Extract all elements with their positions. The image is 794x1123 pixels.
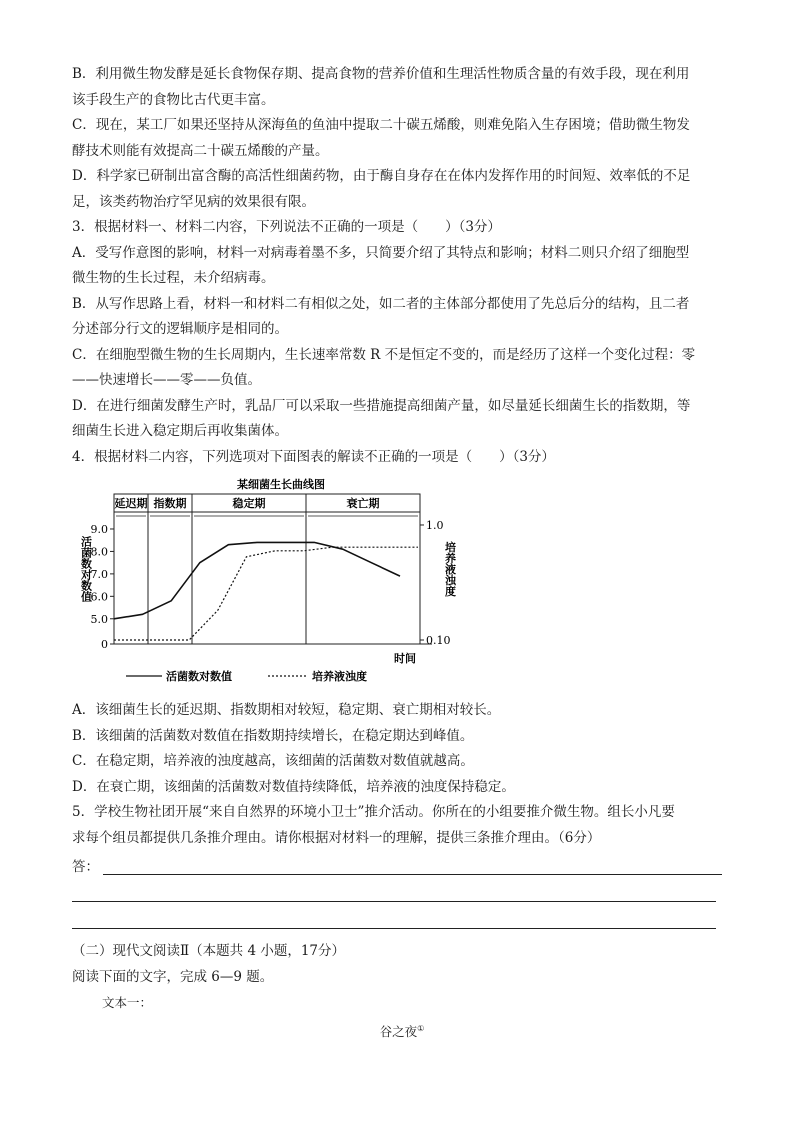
option-b-line-2: 该手段生产的食物比古代更丰富。: [72, 91, 275, 108]
q5-line-2: 求每个组员都提供几条推介理由。请你根据对材料一的理解，提供三条推介理由。（6分）: [72, 829, 601, 846]
q3-option-b-line-2: 分述部分行文的逻辑顺序是相同的。: [72, 321, 288, 337]
q3-option-a-line-1: A．受写作意图的影响，材料一对病毒着墨不多，只简要介绍了其特点和影响；材料二则只介绍了细胞型: [72, 244, 690, 261]
y2-tick-label: 1.0: [426, 518, 444, 532]
tick-layer: [91, 519, 451, 651]
question-4: [72, 445, 722, 801]
exam-page: [72, 62, 722, 1044]
phase-label: 指数期: [153, 497, 187, 510]
series-layer: [114, 542, 418, 640]
answer-line-1[interactable]: [103, 856, 722, 875]
q4-option-c: C．在稳定期，培养液的浊度越高，该细菌的活菌数对数值就越高。: [72, 753, 474, 769]
question-3: [72, 215, 722, 445]
y2-tick-label: 0.10: [426, 634, 451, 647]
legend-layer: [126, 669, 367, 683]
legend-label-viable: 活菌数对数值: [166, 670, 232, 683]
story-title: [72, 1016, 722, 1045]
q3-option-b-line-1: B．从写作思路上看，材料一和材料二有相似之处，如二者的主体部分都使用了先总后分的结构，且二者: [72, 295, 690, 312]
section-2: [72, 939, 722, 1044]
q3-option-c-line-1: C．在细胞型微生物的生长周期内，生长速率常数 R 不是恒定不变的，而是经历了这样一个变化过程：零: [72, 346, 696, 363]
q4-stem: 4．根据材料二内容，下列选项对下面图表的解读不正确的一项是（ ）（3分）: [72, 448, 555, 465]
story-title-text: 谷之夜: [379, 1023, 418, 1039]
q3-option-d-line-1: D．在进行细菌发酵生产时，乳品厂可以采取一些措施提高细菌产量，如尽量延长细菌生长的指数期，等: [72, 397, 691, 414]
answer-line-3[interactable]: [72, 902, 716, 929]
option-d-line-1: D．科学家已研制出富含酶的高活性细菌药物，由于酶自身存在在体内发挥作用的时间短、效率低的不足: [72, 168, 691, 184]
q2-options: [72, 62, 722, 215]
q3-option-d-line-2: 细菌生长进入稳定期后再收集菌体。: [72, 423, 288, 439]
q3-stem: 3．根据材料一、材料二内容，下列说法不正确的一项是（ ）（3分）: [72, 219, 501, 235]
q4-option-a: A．该细菌生长的延迟期、指数期相对较短，稳定期、衰亡期相对较长。: [72, 702, 501, 718]
option-c-line-2: 酵技术则能有效提高二十碳五烯酸的产量。: [72, 142, 329, 159]
question-5: [72, 800, 722, 929]
growth-curve-figure: [76, 474, 476, 694]
growth-curve-chart: [76, 474, 476, 694]
answer-label: 答：: [72, 859, 99, 875]
q3-option-c-line-2: ——快速增长——零——负值。: [72, 372, 261, 388]
footnote-mark: ①: [417, 1023, 425, 1033]
text-one-label: 文本一：: [102, 995, 153, 1010]
phase-band: [114, 494, 420, 644]
y-tick-label: 8.0: [90, 545, 108, 559]
option-d-line-2: 足，该类药物治疗罕见病的效果很有限。: [72, 193, 315, 210]
answer-row: [72, 851, 722, 875]
phase-label: 稳定期: [232, 497, 266, 510]
option-b-line-1: B．利用微生物发酵是延长食物保存期、提高食物的营养价值和生理活性物质含量的有效手段，现在利用: [72, 66, 690, 82]
q5-line-1: 5．学校生物社团开展“来自自然界的环境小卫士”推介活动。你所在的小组要推介微生物。组长小凡要: [72, 804, 675, 820]
chart-title: 某细菌生长曲线图: [237, 478, 325, 491]
y-tick-label: 5.0: [90, 612, 108, 626]
phase-layer: [114, 494, 420, 644]
y-tick-label: 9.0: [90, 522, 108, 536]
answer-line-2[interactable]: [72, 875, 716, 902]
x-label: 时间: [394, 652, 416, 665]
y-tick-label: 6.0: [90, 590, 108, 604]
q3-option-a-line-2: 微生物的生长过程，未介绍病毒。: [72, 270, 275, 286]
y-label-right: 培养液浊度: [443, 541, 457, 597]
section-2-heading: （二）现代文阅读Ⅱ（本题共 4 小题，17分）: [72, 943, 346, 959]
q4-option-b: B．该细菌的活菌数对数值在指数期持续增长，在稳定期达到峰值。: [72, 727, 474, 744]
legend-label-turbidity: 培养液浊度: [312, 670, 367, 683]
y-label-left: 活菌数对数值: [79, 536, 93, 602]
y-tick-label: 7.0: [90, 567, 108, 581]
y-tick-label: 0: [101, 638, 108, 651]
series-viable-count: [114, 542, 400, 618]
section-2-instruction: 阅读下面的文字，完成 6—9 题。: [72, 968, 274, 985]
q4-option-d: D．在衰亡期，该细菌的活菌数对数值持续降低，培养液的浊度保持稳定。: [72, 778, 515, 795]
option-c-line-1: C．现在，某工厂如果还坚持从深海鱼的鱼油中提取二十碳五烯酸，则难免陷入生存困境；借助微生物发: [72, 117, 690, 133]
phase-label: 延迟期: [114, 497, 148, 510]
series-turbidity: [114, 547, 418, 640]
phase-label: 衰亡期: [346, 497, 380, 510]
